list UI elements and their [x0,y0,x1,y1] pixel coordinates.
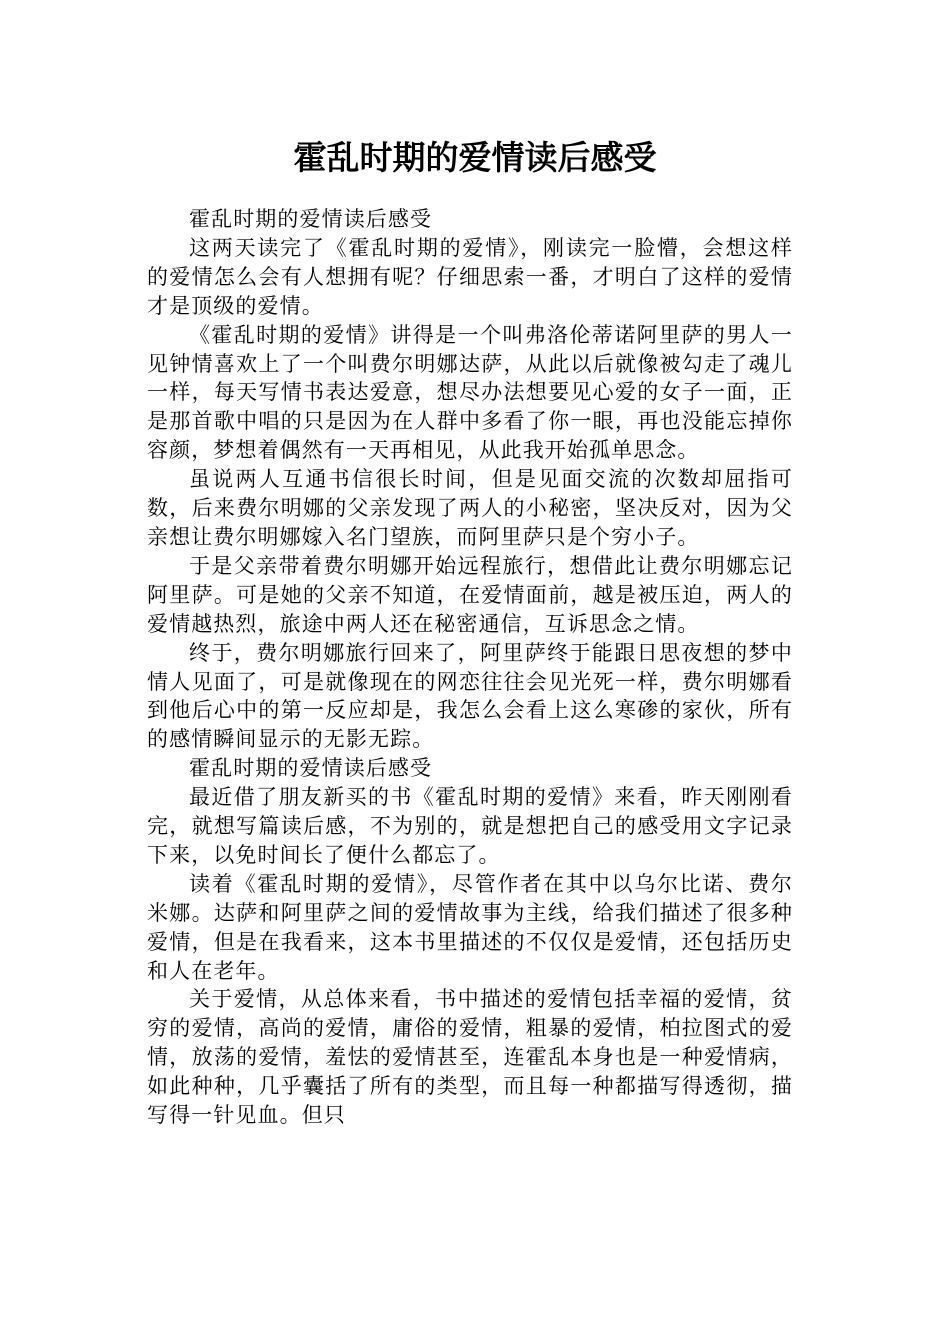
paragraph: 终于，费尔明娜旅行回来了，阿里萨终于能跟日思夜想的梦中情人见面了，可是就像现在的网恋往往会见光死一样，费尔明娜看到他后心中的第一反应却是，我怎么会看上这么寒碜的家伙，所有的感情瞬间显示的无影无踪。 [147,640,793,752]
paragraph: 读着《霍乱时期的爱情》，尽管作者在其中以乌尔比诺、费尔米娜。达萨和阿里萨之间的爱情故事为主线，给我们描述了很多种爱情，但是在我看来，这本书里描述的不仅仅是爱情，还包括历史和人在老年。 [147,871,793,983]
paragraph: 虽说两人互通书信很长时间，但是见面交流的次数却屈指可数，后来费尔明娜的父亲发现了两人的小秘密，坚决反对，因为父亲想让费尔明娜嫁入名门望族，而阿里萨只是个穷小子。 [147,467,793,549]
paragraph: 霍乱时期的爱情读后感受 [189,756,433,781]
document-title: 霍乱时期的爱情读后感受 [293,138,657,177]
paragraph: 最近借了朋友新买的书《霍乱时期的爱情》来看，昨天刚刚看完，就想写篇读后感，不为别的，就是想把自己的感受用文字记录下来，以免时间长了便什么都忘了。 [147,785,793,867]
paragraph: 霍乱时期的爱情读后感受 [189,207,433,231]
document-body [147,205,793,1130]
paragraph: 关于爱情，从总体来看，书中描述的爱情包括幸福的爱情，贫穷的爱情，高尚的爱情，庸俗的爱情，粗暴的爱情，柏拉图式的爱情，放荡的爱情，羞怯的爱情甚至，连霍乱本身也是一种爱情病，如此种种，几乎囊括了所有的类型，而且每一种都描写得透彻，描写得一针见血。但只 [147,987,793,1128]
paragraph: 这两天读完了《霍乱时期的爱情》，刚读完一脸懵，会想这样的爱情怎么会有人想拥有呢？仔细思索一番，才明白了这样的爱情才是顶级的爱情。 [147,235,793,318]
paragraph: 于是父亲带着费尔明娜开始远程旅行，想借此让费尔明娜忘记阿里萨。可是她的父亲不知道，在爱情面前，越是被压迫，两人的爱情越热烈，旅途中两人还在秘密通信，互诉思念之情。 [147,553,793,636]
paragraph: 《霍乱时期的爱情》讲得是一个叫弗洛伦蒂诺阿里萨的男人一见钟情喜欢上了一个叫费尔明娜达萨，从此以后就像被勾走了魂儿一样，每天写情书表达爱意，想尽办法想要见心爱的女子一面，正是那首歌中唱的只是因为在人群中多看了你一眼，再也没能忘掉你容颜，梦想着偶然有一天再相见，从此我开始孤单思念。 [147,322,793,463]
